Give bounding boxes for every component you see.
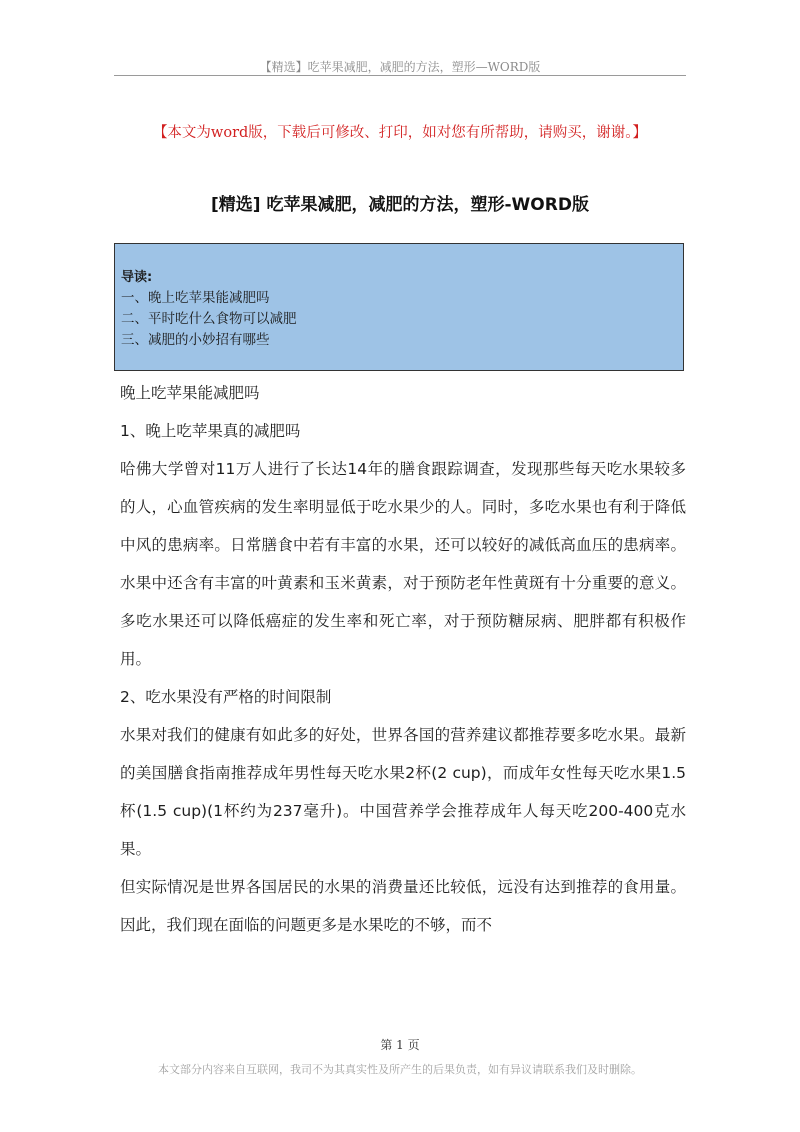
guide-box [114,243,684,371]
guide-label: 导读: [121,270,153,285]
subheading: 2、吃水果没有严格的时间限制 [120,688,332,706]
footer-disclaimer: 本文部分内容来自互联网，我司不为其真实性及所产生的后果负责，如有异议请联系我们及时删除。 [158,1063,642,1076]
document-body [120,374,686,944]
page-number: 第 1 页 [380,1038,420,1052]
paragraph: 但实际情况是世界各国居民的水果的消费量还比较低，远没有达到推荐的食用量。因此，我们现在面临的问题更多是水果吃的不够，而不 [120,878,686,934]
paragraph: 哈佛大学曾对11万人进行了长达14年的膳食跟踪调查，发现那些每天吃水果较多的人，心血管疾病的发生率明显低于吃水果少的人。同时，多吃水果也有利于降低中风的患病率。日常膳食中若有丰富的水果，还可以较好的减低高血压的患病率。水果中还含有丰富的叶黄素和玉米黄素，对于预防老年性黄斑有十分重要的意义。多吃水果还可以降低癌症的发生率和死亡率，对于预防糖尿病、肥胖都有积极作用。 [120,460,686,668]
guide-item: 二、平时吃什么食物可以减肥 [121,311,297,327]
purchase-notice: 【本文为word版，下载后可修改、打印，如对您有所帮助，请购买，谢谢。】 [152,125,648,141]
guide-item: 一、晚上吃苹果能减肥吗 [121,290,270,306]
page-header: 【精选】吃苹果减肥，减肥的方法，塑形—WORD版 [259,60,541,74]
header-divider [114,75,686,76]
paragraph: 水果对我们的健康有如此多的好处，世界各国的营养建议都推荐要多吃水果。最新的美国膳食指南推荐成年男性每天吃水果2杯(2 cup)，而成年女性每天吃水果1.5杯(1.5 cup)(1杯约为237毫升)。中国营养学会推荐成年人每天吃200-400克水果。 [120,726,686,858]
guide-item: 三、减肥的小妙招有哪些 [121,332,270,348]
document-title: [精选] 吃苹果减肥，减肥的方法，塑形-WORD版 [211,195,589,215]
subheading: 1、晚上吃苹果真的减肥吗 [120,422,301,440]
section-heading: 晚上吃苹果能减肥吗 [120,384,260,402]
